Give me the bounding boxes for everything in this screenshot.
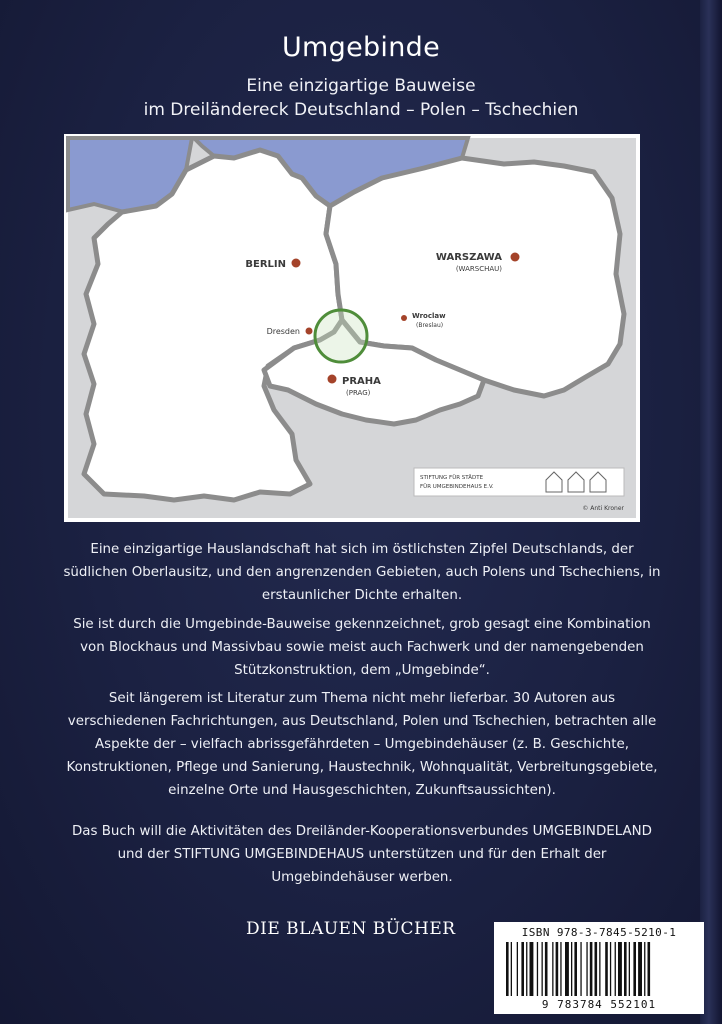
region-map	[64, 134, 640, 522]
logo-text-line-1: STIFTUNG FÜR STÄDTE	[420, 475, 484, 481]
praha-sub-label: (PRAG)	[346, 389, 371, 397]
warszawa-sub-label: (WARSCHAU)	[455, 265, 502, 273]
paragraph-4: Das Buch will die Aktivitäten des Dreiländer-Kooperationsverbundes UMGEBINDELAND und der STIFTUNG UMGEBINDEHAUS unterstützen und für den Erhalt der Umgebindehäuser werben.	[72, 824, 652, 885]
dresden-dot	[306, 328, 313, 335]
warszawa-label: WARSZAWA	[435, 252, 502, 263]
paragraph-1: Eine einzigartige Hauslandschaft hat sich im östlichsten Zipfel Deutschlands, der südlichen Oberlausitz, und den angrenzenden Gebieten, auch Polens und Tschechiens, in erstaunlicher Dichte erhalten.	[63, 542, 661, 603]
wroclaw-sub-label: (Breslau)	[416, 322, 444, 329]
subtitle-line-2: im Dreiländereck Deutschland – Polen – Tschechien	[143, 100, 579, 120]
warszawa-dot	[511, 253, 520, 262]
book-subtitle	[0, 74, 722, 122]
cover-edge	[700, 0, 722, 1024]
wroclaw-label: Wroclaw	[412, 312, 446, 320]
isbn-number: ISBN 978-3-7845-5210-1	[521, 926, 677, 939]
foundation-logo	[414, 468, 624, 496]
subtitle-line-1: Eine einzigartige Bauweise	[246, 76, 476, 96]
berlin-label: BERLIN	[245, 259, 286, 270]
wroclaw-dot	[401, 315, 407, 321]
map-credit: © Anti Kroner	[582, 505, 624, 512]
dresden-label: Dresden	[266, 327, 300, 336]
map-svg	[64, 134, 640, 522]
isbn-barcode	[494, 922, 704, 1014]
series-name: DIE BLAUEN BÜCHER	[246, 919, 456, 939]
paragraph-2: Sie ist durch die Umgebinde-Bauweise gekennzeichnet, grob gesagt eine Kombination von Blockhaus und Massivbau sowie meist auch Fachwerk und der namengebenden Stützkonstruktion, dem „Umgebinde“.	[73, 617, 651, 678]
praha-label: PRAHA	[342, 376, 381, 387]
logo-text-line-2: FÜR UMGEBINDEHAUS E.V.	[420, 484, 494, 490]
praha-dot	[328, 375, 337, 384]
berlin-dot	[292, 259, 301, 268]
tri-border-circle	[315, 310, 367, 362]
book-title: Umgebinde	[281, 32, 441, 63]
paragraph-3: Seit längerem ist Literatur zum Thema nicht mehr lieferbar. 30 Autoren aus verschiedenen Fachrichtungen, aus Deutschland, Polen und Tschechien, betrachten alle Aspekte der – vielfach abrissgefährdeten – Umgebindehäuser (z. B. Geschichte, Konstruktionen, Pflege und Sanierung, Haustechnik, Wohnqualität, Verbreitungsgebiete, einzelne Orte und Hausgeschichten, Zukunftsaussichten).	[66, 691, 658, 798]
barcode-digits: 9 783784 552101	[541, 998, 657, 1011]
